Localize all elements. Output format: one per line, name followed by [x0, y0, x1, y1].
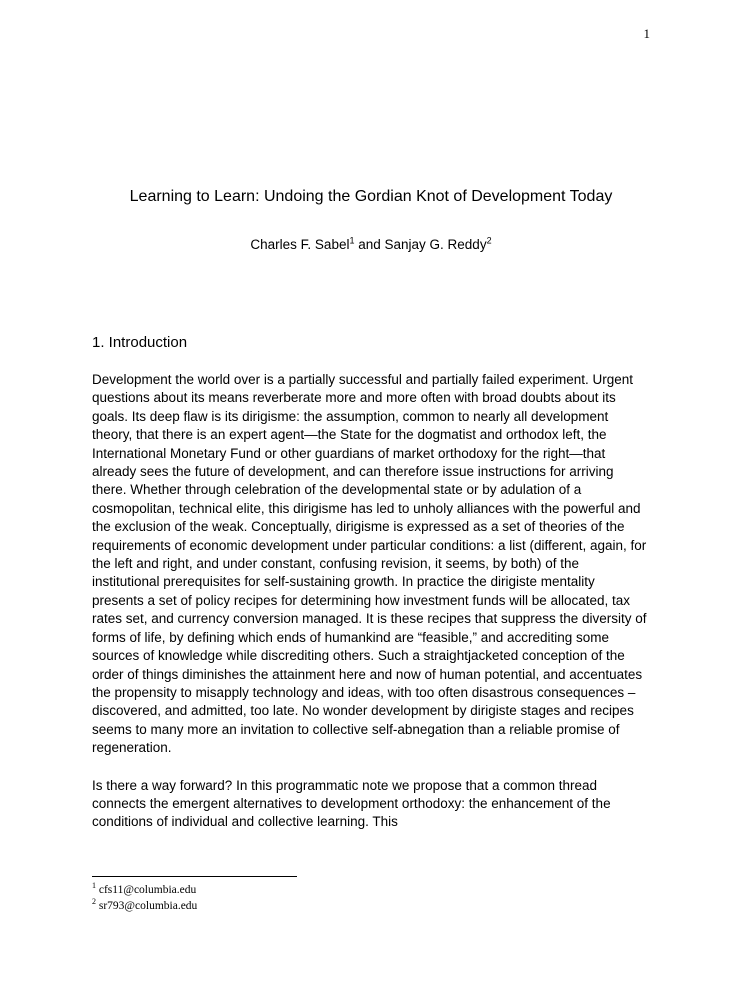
section-heading-introduction: 1. Introduction	[92, 334, 188, 351]
footnote-2-text: sr793@columbia.edu	[98, 899, 198, 912]
footnote-2-marker: 2	[92, 896, 96, 906]
footnote-separator-rule	[92, 876, 297, 877]
page-number: 1	[643, 26, 650, 41]
author-1-footnote-ref: 1	[349, 235, 355, 246]
author-2-name: and Sanjay G. Reddy	[354, 237, 487, 252]
authors-line	[92, 236, 650, 253]
footnote-1-marker: 1	[92, 881, 96, 891]
author-1-name: Charles F. Sabel	[250, 237, 350, 252]
footnote-item-2	[92, 896, 652, 915]
body-paragraph-1: Development the world over is a partially successful and partially failed experiment. Urgent questions about its means reverberate more and more often with broad doubts about its goals. Its deep flaw is its dirigisme: the assumption, common to nearly all development theory, that there is an expert agent—the State for the dogmatist and orthodox left, the International Monetary Fund or other guardians of market orthodoxy for the right—that already sees the future of development, and can therefore issue instructions for arriving there. Whether through celebration of the developmental state or by adulation of a cosmopolitan, technical elite, this dirigisme has led to unholy alliances with the powerful and the exclusion of the weak. Conceptually, dirigisme is expressed as a set of theories of the requirements of economic development under particular conditions: a list (different, again, for the left and right, and under constant, confusing revision, it seems, by both) of the institutional prerequisites for self-sustaining growth. In practice the dirigiste mentality presents a set of policy recipes for determining how investment funds will be allocated, tax rates set, and currency conversion managed. It is these recipes that suppress the diversity of forms of life, by defining which ends of humankind are “feasible,” and accrediting some sources of knowledge while discrediting others. Such a straightjacketed conception of the order of things diminishes the attainment here and now of human potential, and accentuates the propensity to misapply technology and ideas, with too often disastrous consequences – discovered, and admitted, too late. No wonder development by dirigiste stages and recipes seems to many more an invitation to collective self-abnegation than a reliable promise of regeneration.	[92, 372, 647, 756]
footnotes-section	[92, 876, 652, 914]
footnote-1-text: cfs11@columbia.edu	[98, 884, 197, 896]
author-2-footnote-ref: 2	[486, 235, 492, 246]
footnote-item-1	[92, 883, 652, 899]
body-paragraph-2: Is there a way forward? In this programmatic note we propose that a common thread connects the emergent alternatives to development orthodoxy: the enhancement of the conditions of individual and collective learning. This	[92, 777, 611, 830]
paper-title: Learning to Learn: Undoing the Gordian Knot of Development Today	[129, 188, 613, 205]
